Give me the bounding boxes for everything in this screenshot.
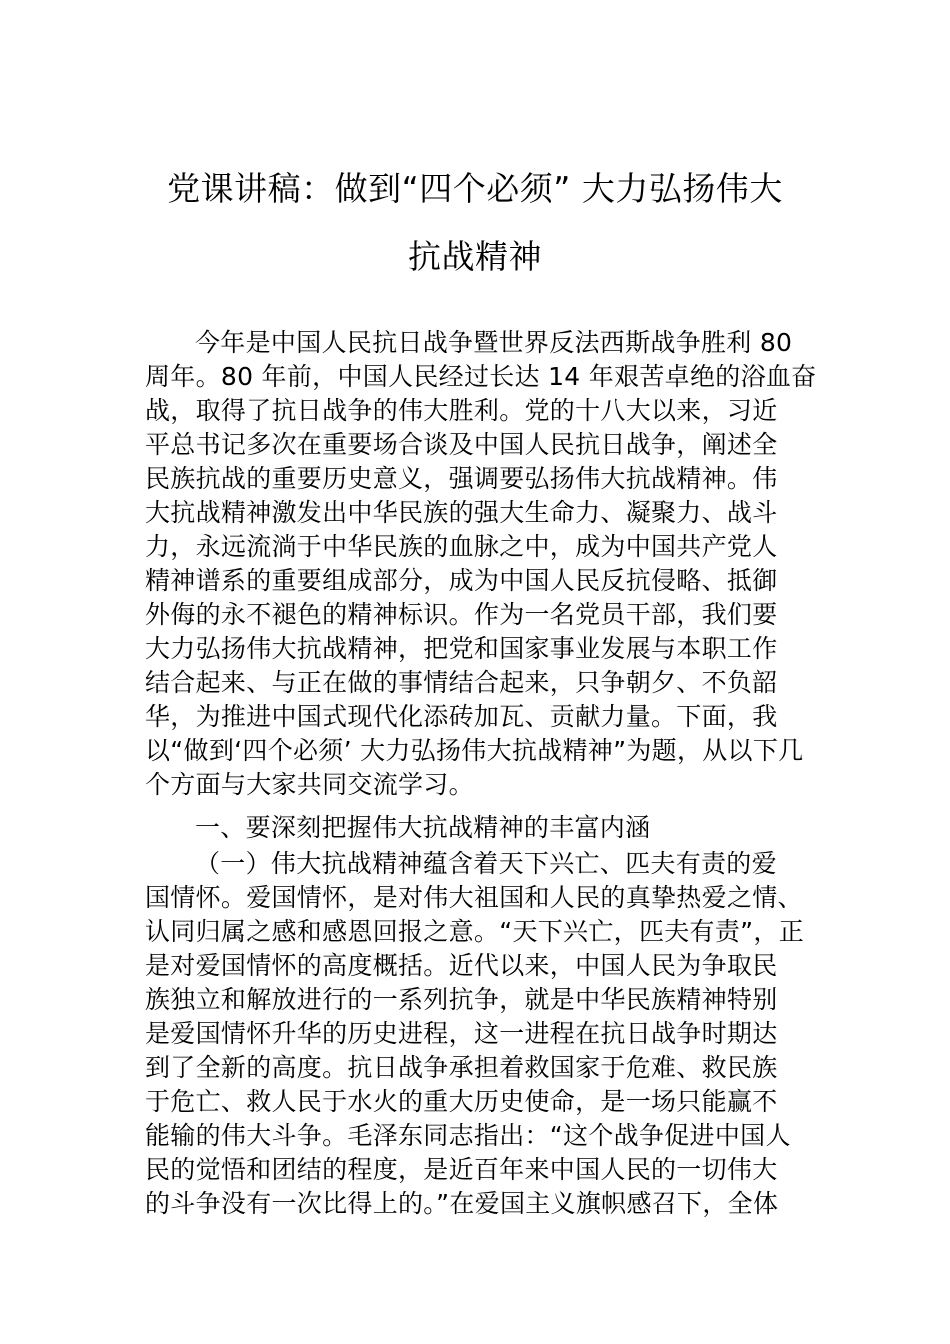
paragraph-line: 是爱国情怀升华的历史进程，这一进程在抗日战争时期达 — [145, 1019, 778, 1048]
paragraph-line: 今年是中国人民抗日战争暨世界反法西斯战争胜利 80 — [195, 328, 793, 357]
paragraph-line: 外侮的永不褪色的精神标识。作为一名党员干部，我们要 — [145, 600, 778, 629]
document-title-line-1: 党课讲稿：做到“四个必须” 大力弘扬伟大 — [167, 169, 783, 208]
paragraph-line: 民族抗战的重要历史意义，强调要弘扬伟大抗战精神。伟 — [145, 464, 778, 493]
paragraph-line: 周年。80 年前，中国人民经过长达 14 年艰苦卓绝的浴血奋 — [145, 362, 817, 391]
paragraph-line: 是对爱国情怀的高度概括。近代以来，中国人民为争取民 — [145, 951, 778, 980]
paragraph-line: 的斗争没有一次比得上的。”在爱国主义旗帜感召下，全体 — [145, 1189, 779, 1218]
paragraph-line: 民的觉悟和团结的程度，是近百年来中国人民的一切伟大 — [145, 1155, 778, 1184]
paragraph-line: （一）伟大抗战精神蕴含着天下兴亡、匹夫有责的爱 — [195, 849, 777, 878]
paragraph-line: 战，取得了抗日战争的伟大胜利。党的十八大以来，习近 — [145, 396, 778, 425]
paragraph-line: 华，为推进中国式现代化添砖加瓦、贡献力量。下面，我 — [145, 702, 778, 731]
paragraph-line: 以“做到‘四个必须’ 大力弘扬伟大抗战精神”为题，从以下几 — [145, 736, 804, 765]
paragraph-line: 族独立和解放进行的一系列抗争，就是中华民族精神特别 — [145, 985, 778, 1014]
paragraph-line: 于危亡、救人民于水火的重大历史使命，是一场只能赢不 — [145, 1087, 778, 1116]
document-title-line-2: 抗战精神 — [408, 237, 542, 276]
paragraph-line: 个方面与大家共同交流学习。 — [145, 770, 474, 799]
paragraph-line: 到了全新的高度。抗日战争承担着救国家于危难、救民族 — [145, 1053, 778, 1082]
paragraph-line: 能输的伟大斗争。毛泽东同志指出：“这个战争促进中国人 — [145, 1121, 791, 1150]
paragraph-line: 精神谱系的重要组成部分，成为中国人民反抗侵略、抵御 — [145, 566, 778, 595]
paragraph-line: 大抗战精神激发出中华民族的强大生命力、凝聚力、战斗 — [145, 498, 778, 527]
paragraph-line: 结合起来、与正在做的事情结合起来，只争朝夕、不负韶 — [145, 668, 778, 697]
paragraph-line: 平总书记多次在重要场合谈及中国人民抗日战争，阐述全 — [145, 430, 778, 459]
paragraph-line: 力，永远流淌于中华民族的血脉之中，成为中国共产党人 — [145, 532, 778, 561]
section-heading: 一、要深刻把握伟大抗战精神的丰富内涵 — [195, 813, 651, 842]
paragraph-line: 认同归属之感和感恩回报之意。“天下兴亡，匹夫有责”，正 — [145, 917, 805, 946]
paragraph-line: 大力弘扬伟大抗战精神，把党和国家事业发展与本职工作 — [145, 634, 778, 663]
paragraph-line: 国情怀。爱国情怀，是对伟大祖国和人民的真挚热爱之情、 — [145, 883, 803, 912]
